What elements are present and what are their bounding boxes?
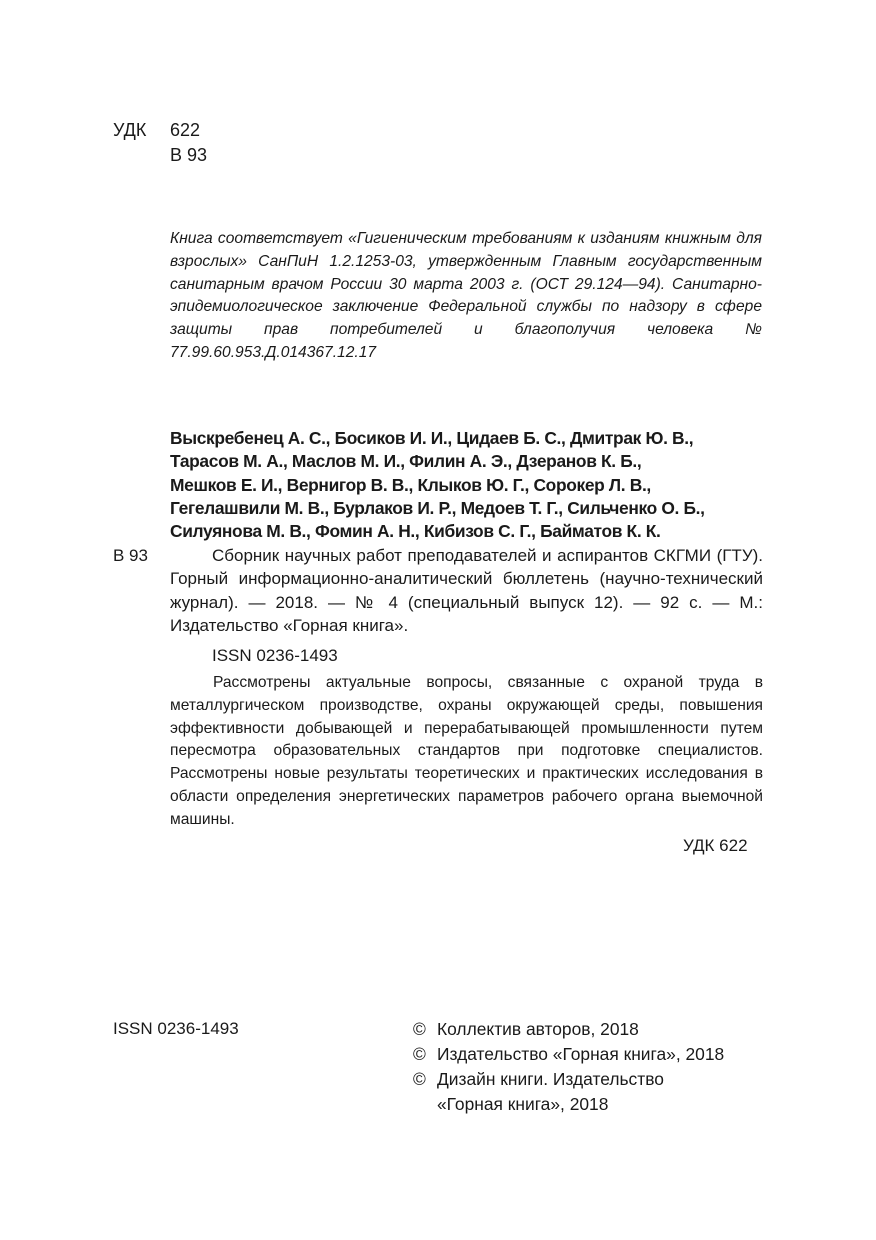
- copyright-line: [413, 1017, 724, 1042]
- annotation: Рассмотрены актуальные вопросы, связанные с охраной труда в металлургическом производстве, охраны окружающей среды, повышения эффективности добывающей и перерабатывающей промышленности путем пересмотра образовательных стандартов при подготовке специалистов. Рассмотрены новые результаты теоретических и практических исследования в области определения энергетических параметров рабочего органа выемочной машины.: [170, 674, 763, 828]
- copyright-line-continued: [413, 1092, 724, 1117]
- copyright-block: [413, 1017, 724, 1117]
- authors-list: [170, 427, 770, 543]
- copyright-line: [413, 1067, 724, 1092]
- copyright-icon: ©: [413, 1069, 426, 1089]
- authors-line: Гегелашвили М. В., Бурлаков И. Р., Медоев Т. Г., Сильченко О. Б.,: [170, 497, 705, 518]
- copyright-icon: ©: [413, 1044, 426, 1064]
- udk-right: УДК 622: [683, 836, 748, 855]
- copyright-icon: ©: [413, 1019, 426, 1039]
- copyright-text: Дизайн книги. Издательство: [437, 1069, 664, 1089]
- bibliography-text: Сборник научных работ преподавателей и аспирантов СКГМИ (ГТУ). Горный информационно-аналитический бюллетень (научно-технический журнал). — 2018. — № 4 (специальный выпуск 12). — 92 с. — М.: Издательство «Горная книга».: [170, 546, 763, 635]
- issn-bottom: ISSN 0236-1493: [113, 1019, 239, 1038]
- authors-line: Выскребенец А. С., Босиков И. И., Цидаев Б. С., Дмитрак Ю. В.,: [170, 428, 694, 448]
- copyright-text: Коллектив авторов, 2018: [437, 1019, 639, 1039]
- copyright-text: Издательство «Горная книга», 2018: [437, 1044, 725, 1064]
- copyright-line: [413, 1042, 724, 1067]
- udk-code: 622: [170, 120, 201, 140]
- authors-line: Тарасов М. А., Маслов М. И., Филин А. Э., Дзеранов К. Б.,: [170, 451, 642, 472]
- hygiene-note: Книга соответствует «Гигиеническим требованиям к изданиям книжным для взрослых» СанПиН 1.2.1253-03, утвержденным Главным государственным санитарным врачом России 30 марта 2003 г. (ОСТ 29.124—94). Санитарно-эпидемиологическое заключение Федеральной службы по надзору в сфере защиты прав потребителей и благополучия человека № 77.99.60.953.Д.014367.12.17: [170, 230, 762, 361]
- author-mark: В 93: [170, 145, 208, 165]
- issn: ISSN 0236-1493: [212, 646, 338, 665]
- authors-line: Мешков Е. И., Вернигор В. В., Клыков Ю. Г., Сорокер Л. В.,: [170, 474, 651, 495]
- udk-label: УДК: [113, 120, 147, 140]
- bibliography-code: В 93: [113, 546, 148, 565]
- authors-line: Силуянова М. В., Фомин А. Н., Кибизов С. Г., Байматов К. К.: [170, 521, 661, 542]
- copyright-text: «Горная книга», 2018: [437, 1094, 609, 1114]
